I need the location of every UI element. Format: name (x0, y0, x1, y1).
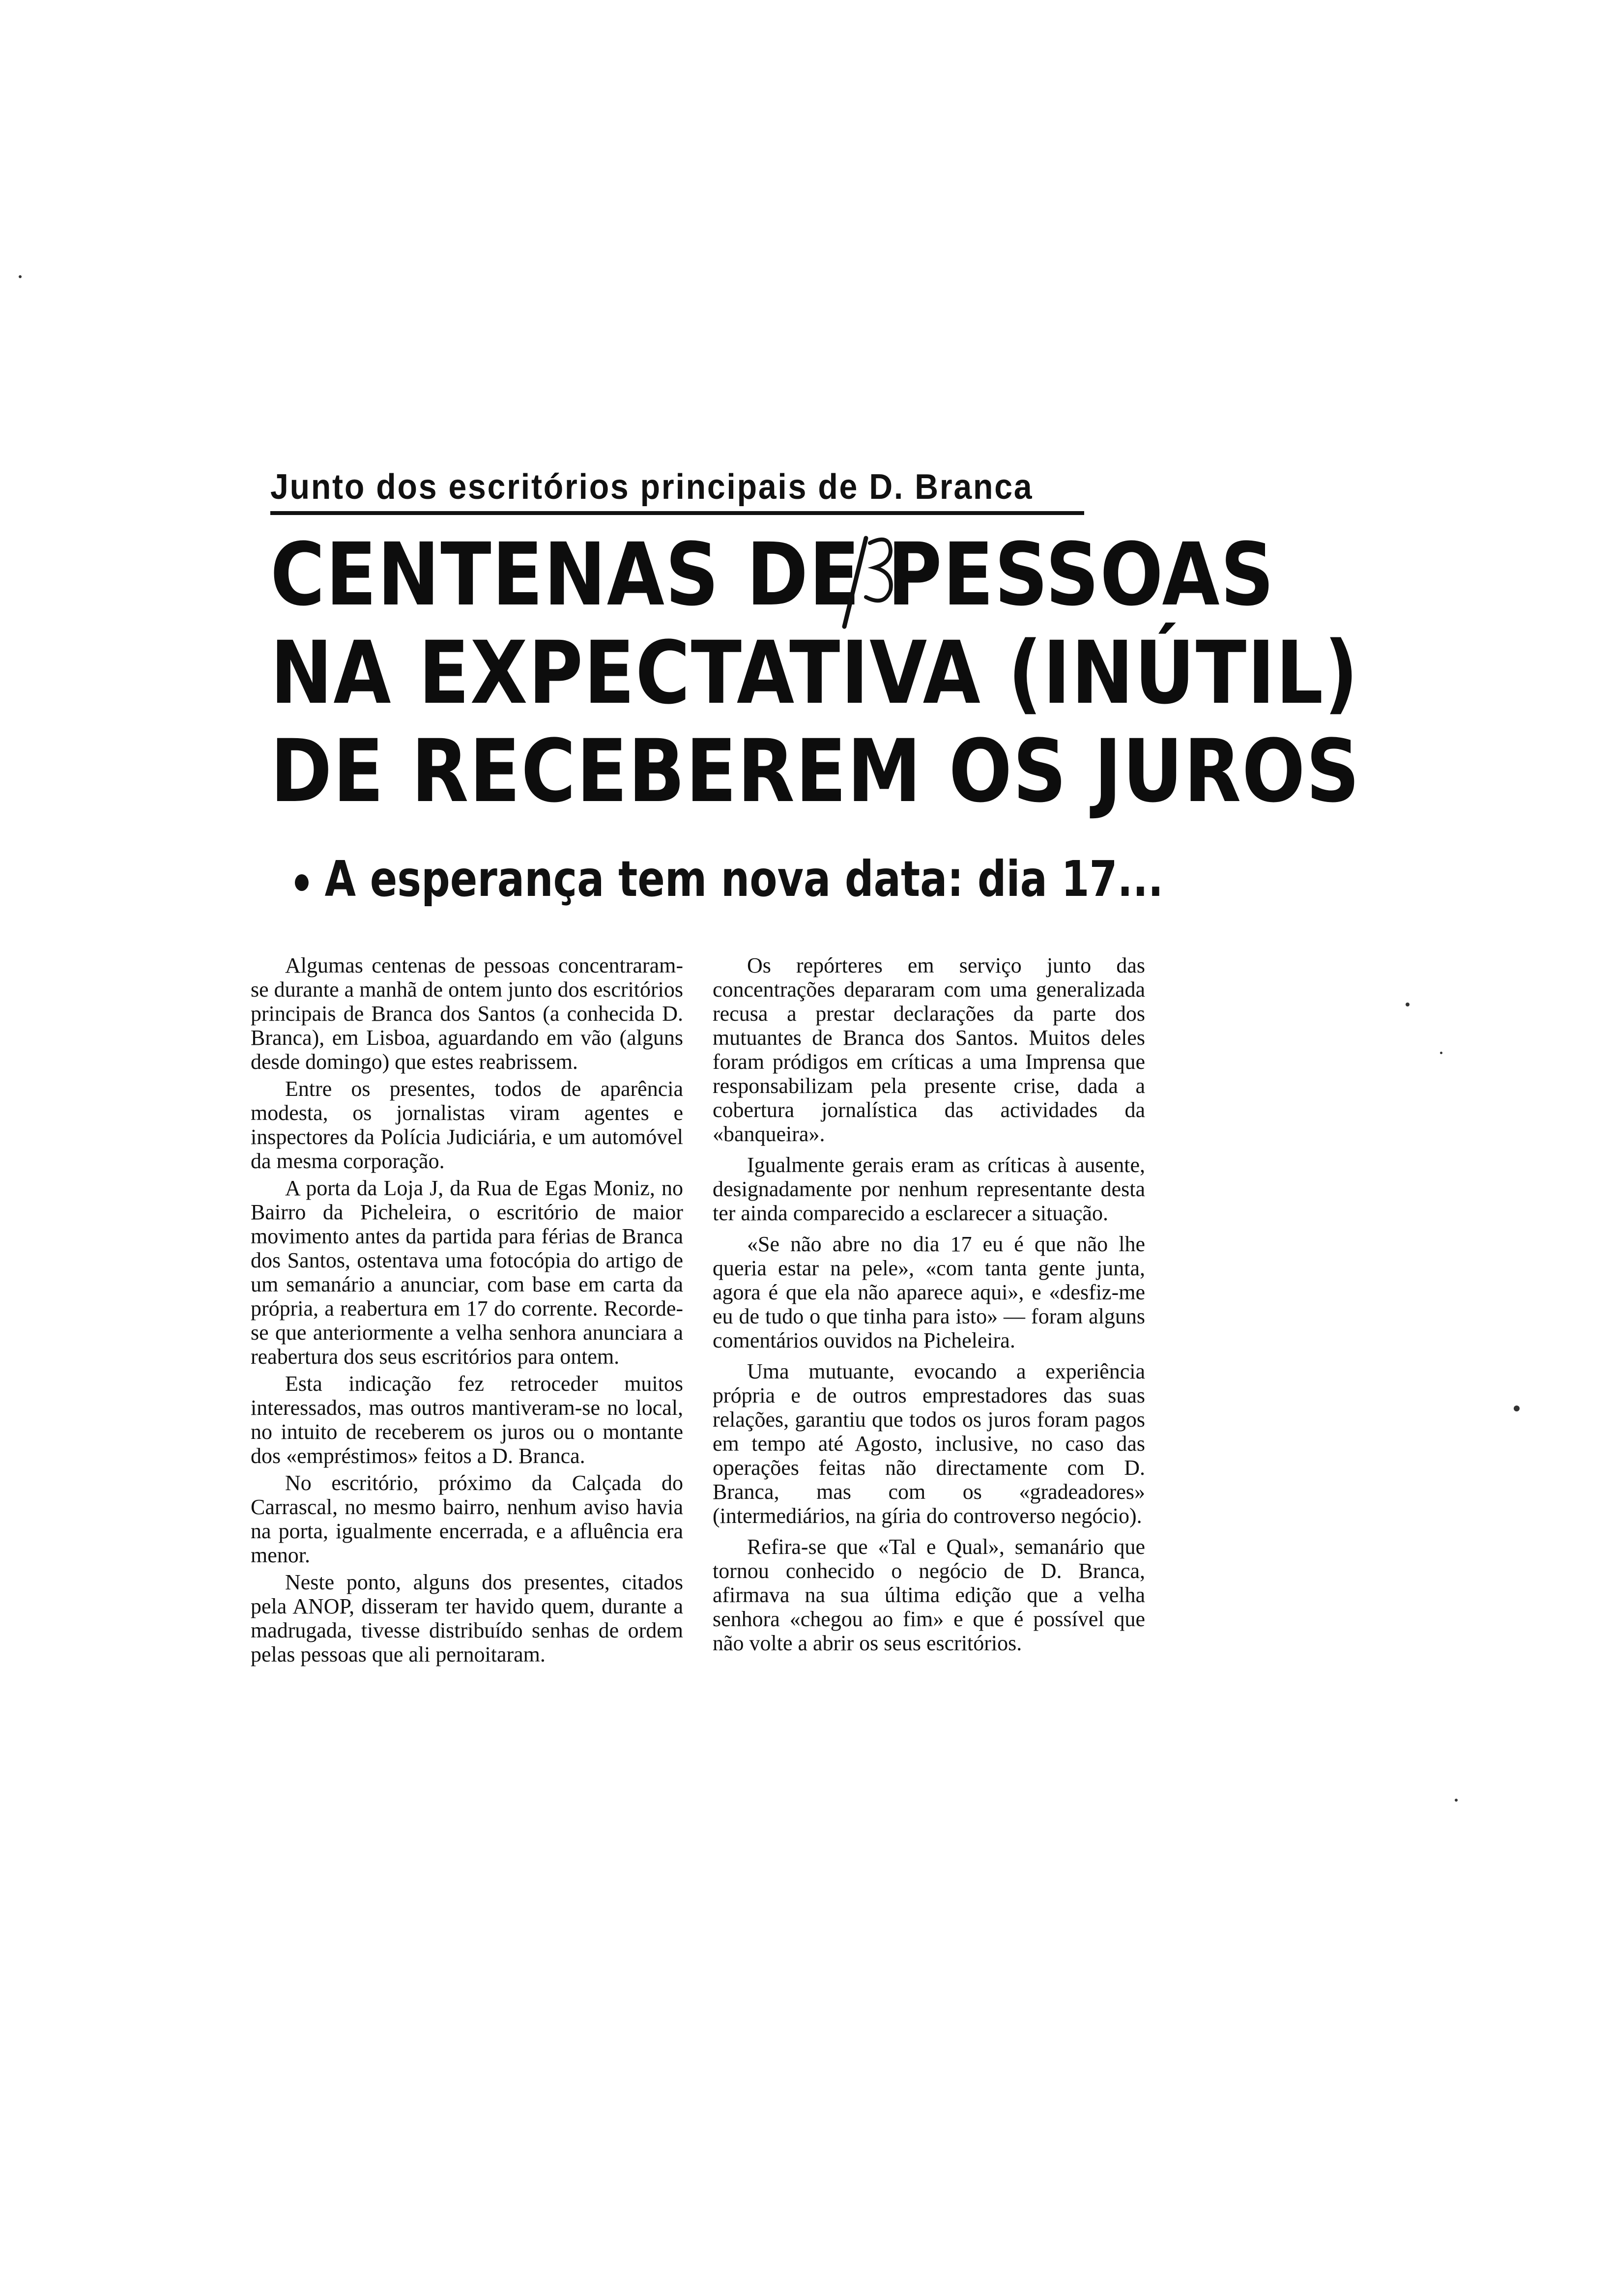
scan-speck (1455, 1799, 1458, 1802)
deck-text: A esperança tem nova data: dia 17... (324, 850, 1164, 908)
paragraph: Neste ponto, alguns dos presentes, citados pela ANOP, disseram ter havido quem, durante a madrugada, tivesse distribuído senhas de ordem pelas pessoas que ali pernoitaram. (251, 1570, 683, 1666)
paragraph: «Se não abre no dia 17 eu é que não lhe queria estar na pele», «com tanta gente junta, agora é que ela não aparece aqui», e «desfiz-me eu de tudo o que tinha para isto» — foram alguns comentários ouvidos na Picheleira. (713, 1232, 1145, 1352)
article-deck (295, 850, 1164, 908)
article-headline (270, 524, 1361, 822)
newspaper-clipping (231, 457, 1361, 1745)
bullet-icon (295, 874, 309, 891)
paragraph: Refira-se que «Tal e Qual», semanário que tornou conhecido o negócio de D. Branca, afirmava na sua última edição que a velha senhora «chegou ao fim» e que é possível que não volte a abrir os seus escritórios. (713, 1535, 1145, 1655)
headline-line-2: NA EXPECTATIVA (INÚTIL) (270, 623, 1359, 723)
paragraph: Esta indicação fez retroceder muitos interessados, mas outros mantiveram-se no local, no intuito de receberem os juros ou o montante dos «empréstimos» feitos a D. Branca. (251, 1372, 683, 1468)
article-body (241, 953, 1155, 1730)
scan-speck (1406, 1003, 1410, 1006)
scan-speck (1514, 1406, 1520, 1411)
paragraph: Os repórteres em serviço junto das concentrações depararam com uma generalizada recusa a prestar declarações da parte dos mutuantes de Branca dos Santos. Muitos deles foram pródigos em críticas a uma Imprensa que responsabilizam pela presente crise, dada a cobertura jornalística das actividades da «banqueira». (713, 953, 1145, 1146)
headline-line-1: CENTENAS DE PESSOAS (270, 524, 1275, 625)
paragraph: Uma mutuante, evocando a experiência própria e de outros emprestadores das suas relações, garantiu que todos os juros foram pagos em tempo até Agosto, inclusive, no caso das operações feitas não directamente com D. Branca, mas com os «gradeadores» (intermediários, na gíria do controverso negócio). (713, 1359, 1145, 1528)
article-kicker: Junto dos escritórios principais de D. Branca (270, 467, 1084, 515)
scan-speck (19, 275, 22, 278)
paragraph: Algumas centenas de pessoas concentraram-se durante a manhã de ontem junto dos escritórios principais de Branca dos Santos (a conhecida D. Branca), em Lisboa, aguardando em vão (alguns desde domingo) que estes reabrissem. (251, 953, 683, 1074)
paragraph: Entre os presentes, todos de aparência modesta, os jornalistas viram agentes e inspectores da Polícia Judiciária, e um automóvel da mesma corporação. (251, 1077, 683, 1173)
paragraph: A porta da Loja J, da Rua de Egas Moniz, no Bairro da Picheleira, o escritório de maior movimento antes da partida para férias de Branca dos Santos, ostentava uma fotocópia do artigo de um semanário a anunciar, com base em carta da própria, a reabertura em 17 do corrente. Recorde-se que anteriormente a velha senhora anunciara a reabertura dos seus escritórios para ontem. (251, 1176, 683, 1369)
body-column-right (713, 953, 1145, 1662)
paragraph: Igualmente gerais eram as críticas à ausente, designadamente por nenhum representante desta ter ainda comparecido a esclarecer a situação. (713, 1153, 1145, 1225)
paragraph: No escritório, próximo da Calçada do Carrascal, no mesmo bairro, nenhum aviso havia na porta, igualmente encerrada, e a afluência era menor. (251, 1471, 683, 1567)
scan-speck (1440, 1052, 1442, 1054)
headline-line-3: DE RECEBEREM OS JUROS (270, 721, 1361, 822)
handwritten-page-number (835, 528, 899, 631)
body-column-left (251, 953, 683, 1669)
